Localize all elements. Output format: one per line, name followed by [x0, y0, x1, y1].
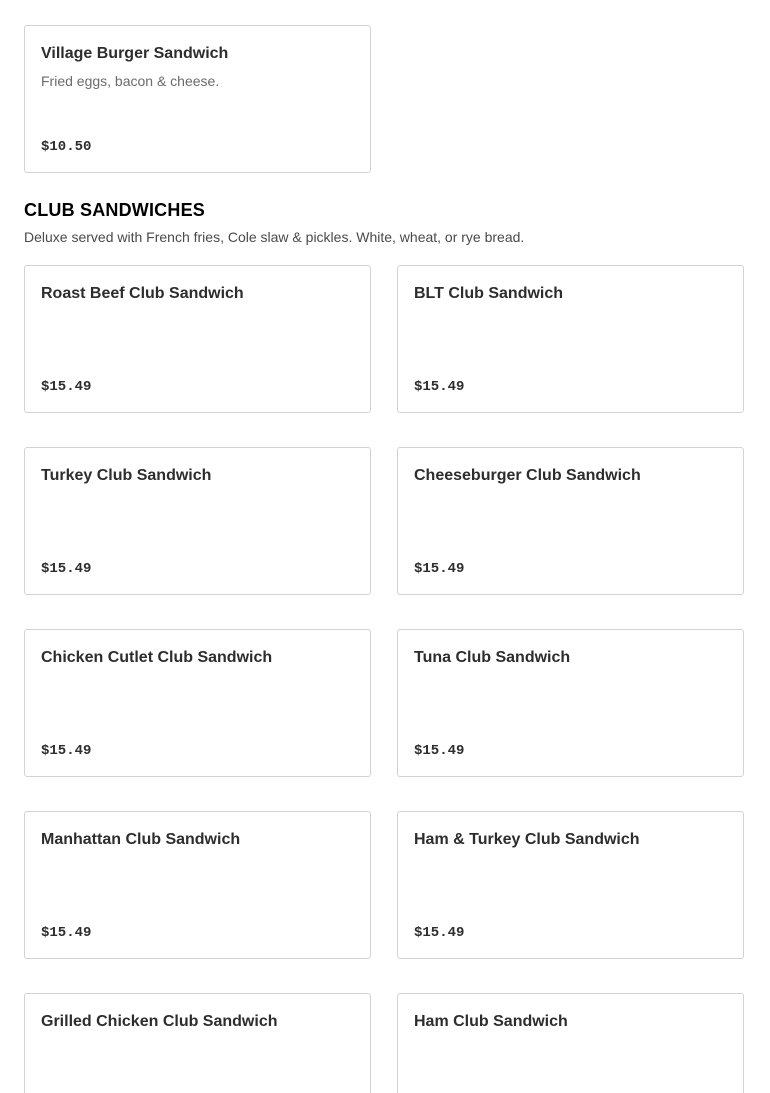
section-title: CLUB SANDWICHES: [24, 200, 205, 220]
menu-item-price: $15.49: [414, 925, 465, 941]
menu-item-card[interactable]: [397, 447, 744, 595]
menu-item-price: $15.49: [41, 925, 92, 941]
menu-item-price: $15.49: [41, 561, 92, 577]
menu-item-name: Turkey Club Sandwich: [41, 467, 212, 484]
menu-item-description: Fried eggs, bacon & cheese.: [41, 73, 220, 89]
section-description: Deluxe served with French fries, Cole slaw & pickles. White, wheat, or rye bread.: [24, 229, 525, 245]
menu-item-card[interactable]: [397, 811, 744, 959]
menu-item-price: $15.49: [41, 743, 92, 759]
menu-item-price: $15.49: [414, 379, 465, 395]
menu-item-name: Tuna Club Sandwich: [414, 649, 571, 666]
menu-item-price: $15.49: [414, 743, 465, 759]
menu-item-price: $15.49: [41, 379, 92, 395]
menu-item-name: Grilled Chicken Club Sandwich: [41, 1013, 278, 1030]
menu-item-card[interactable]: [24, 629, 371, 777]
menu-item-card[interactable]: [24, 811, 371, 959]
menu-item-card[interactable]: [24, 265, 371, 413]
menu-item-card[interactable]: [397, 993, 744, 1093]
menu-item-name: Chicken Cutlet Club Sandwich: [41, 649, 273, 666]
menu-item-card[interactable]: [24, 447, 371, 595]
menu-item-name: Ham Club Sandwich: [414, 1013, 568, 1030]
menu-item-card[interactable]: [24, 25, 371, 173]
menu-item-name: Ham & Turkey Club Sandwich: [414, 831, 640, 848]
menu-item-name: Roast Beef Club Sandwich: [41, 285, 244, 302]
menu-item-price: $15.49: [414, 561, 465, 577]
menu-item-name: Manhattan Club Sandwich: [41, 831, 241, 848]
menu-item-card[interactable]: [397, 629, 744, 777]
menu-item-name: Village Burger Sandwich: [41, 45, 229, 62]
menu-item-name: BLT Club Sandwich: [414, 285, 564, 302]
menu-item-card[interactable]: [397, 265, 744, 413]
menu-item-name: Cheeseburger Club Sandwich: [414, 467, 641, 484]
menu-item-price: $10.50: [41, 139, 92, 155]
menu-item-card[interactable]: [24, 993, 371, 1093]
